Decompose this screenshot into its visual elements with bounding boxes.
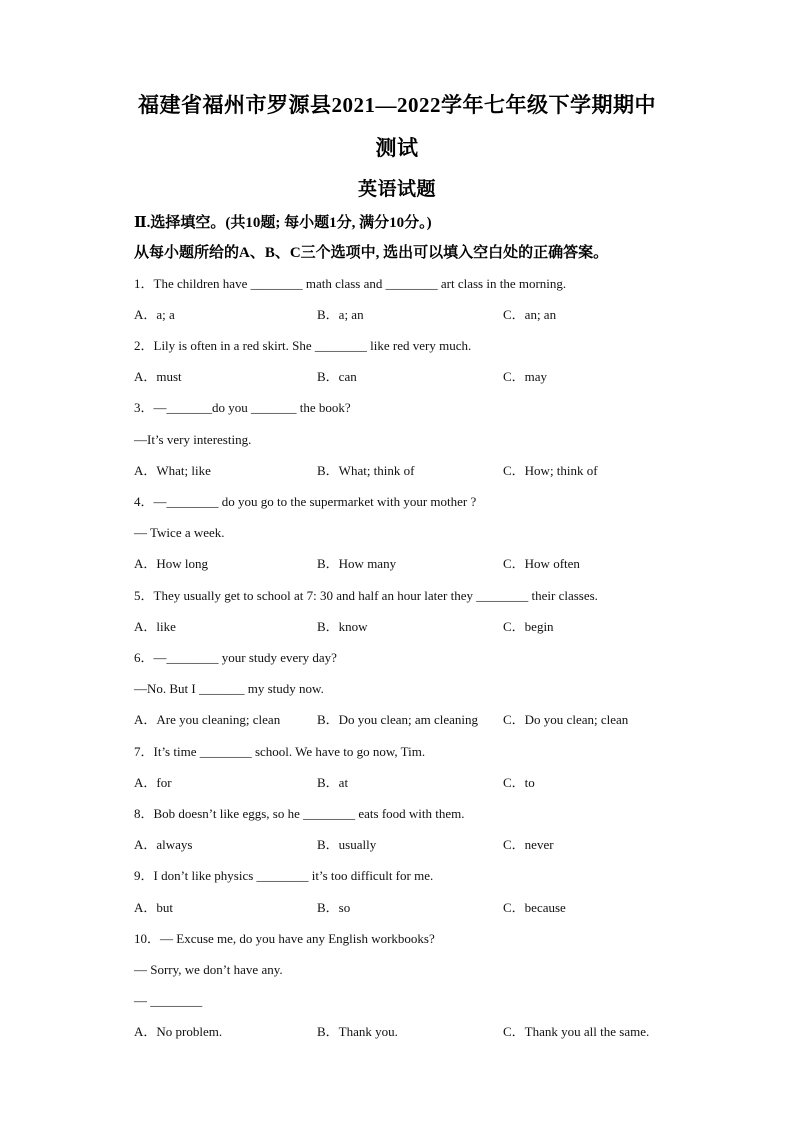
dialogue-line: —It’s very interesting.	[134, 432, 252, 447]
option-b: B．Thank you.	[317, 1024, 398, 1039]
option-c: C．begin	[503, 619, 554, 634]
question-stem: 5．They usually get to school at 7: 30 and half an hour later they ________ their classes.	[134, 588, 598, 603]
option-b: B．How many	[317, 556, 397, 571]
question-stem: 2．Lily is often in a red skirt. She ________ like red very much.	[134, 338, 472, 353]
exam-title-line1: 福建省福州市罗源县2021—2022学年七年级下学期期中	[138, 93, 656, 117]
option-a: A．like	[134, 619, 176, 634]
option-b: B．can	[317, 369, 357, 384]
subject-title: 英语试题	[357, 179, 436, 200]
option-c: C．How; think of	[503, 463, 598, 478]
option-b: B．What; think of	[317, 463, 415, 478]
dialogue-line: — ________	[134, 993, 203, 1008]
question-stem: 10．— Excuse me, do you have any English workbooks?	[134, 931, 435, 946]
option-a: A．a; a	[134, 307, 175, 322]
question-stem: 6．—________ your study every day?	[134, 650, 337, 665]
option-a: A．What; like	[134, 463, 211, 478]
question-stem: 7．It’s time ________ school. We have to go now, Tim.	[134, 744, 426, 759]
option-c: C．Do you clean; clean	[503, 712, 629, 727]
option-b: B．a; an	[317, 307, 364, 322]
option-c: C．Thank you all the same.	[503, 1024, 650, 1039]
option-c: C．because	[503, 900, 566, 915]
question-stem: 8．Bob doesn’t like eggs, so he ________ eats food with them.	[134, 806, 465, 821]
question-stem: 3．—_______do you _______ the book?	[134, 400, 351, 415]
option-c: C．may	[503, 369, 548, 384]
option-b: B．Do you clean; am cleaning	[317, 712, 479, 727]
option-b: B．usually	[317, 837, 377, 852]
exam-title-line2: 测试	[375, 136, 419, 160]
question-stem: 1．The children have ________ math class and ________ art class in the morning.	[134, 276, 567, 291]
question-stem: 4．—________ do you go to the supermarket with your mother ?	[134, 494, 477, 509]
option-b: B．at	[317, 775, 349, 790]
option-a: A．Are you cleaning; clean	[134, 712, 281, 727]
option-a: A．but	[134, 900, 174, 915]
option-c: C．to	[503, 775, 535, 790]
question-stem: 9．I don’t like physics ________ it’s too difficult for me.	[134, 868, 434, 883]
option-a: A．How long	[134, 556, 209, 571]
option-c: C．never	[503, 837, 554, 852]
section-heading: Ⅱ.选择填空。(共10题; 每小题1分, 满分10分。)	[134, 215, 432, 231]
option-a: A．must	[134, 369, 182, 384]
dialogue-line: — Sorry, we don’t have any.	[134, 962, 283, 977]
dialogue-line: — Twice a week.	[134, 525, 225, 540]
option-b: B．so	[317, 900, 351, 915]
option-c: C．How often	[503, 556, 580, 571]
option-c: C．an; an	[503, 307, 557, 322]
option-a: A．No problem.	[134, 1024, 223, 1039]
option-a: A．always	[134, 837, 193, 852]
option-a: A．for	[134, 775, 172, 790]
option-b: B．know	[317, 619, 368, 634]
dialogue-line: —No. But I _______ my study now.	[134, 681, 324, 696]
section-instruction: 从每小题所给的A、B、C三个选项中, 选出可以填入空白处的正确答案。	[134, 245, 609, 261]
